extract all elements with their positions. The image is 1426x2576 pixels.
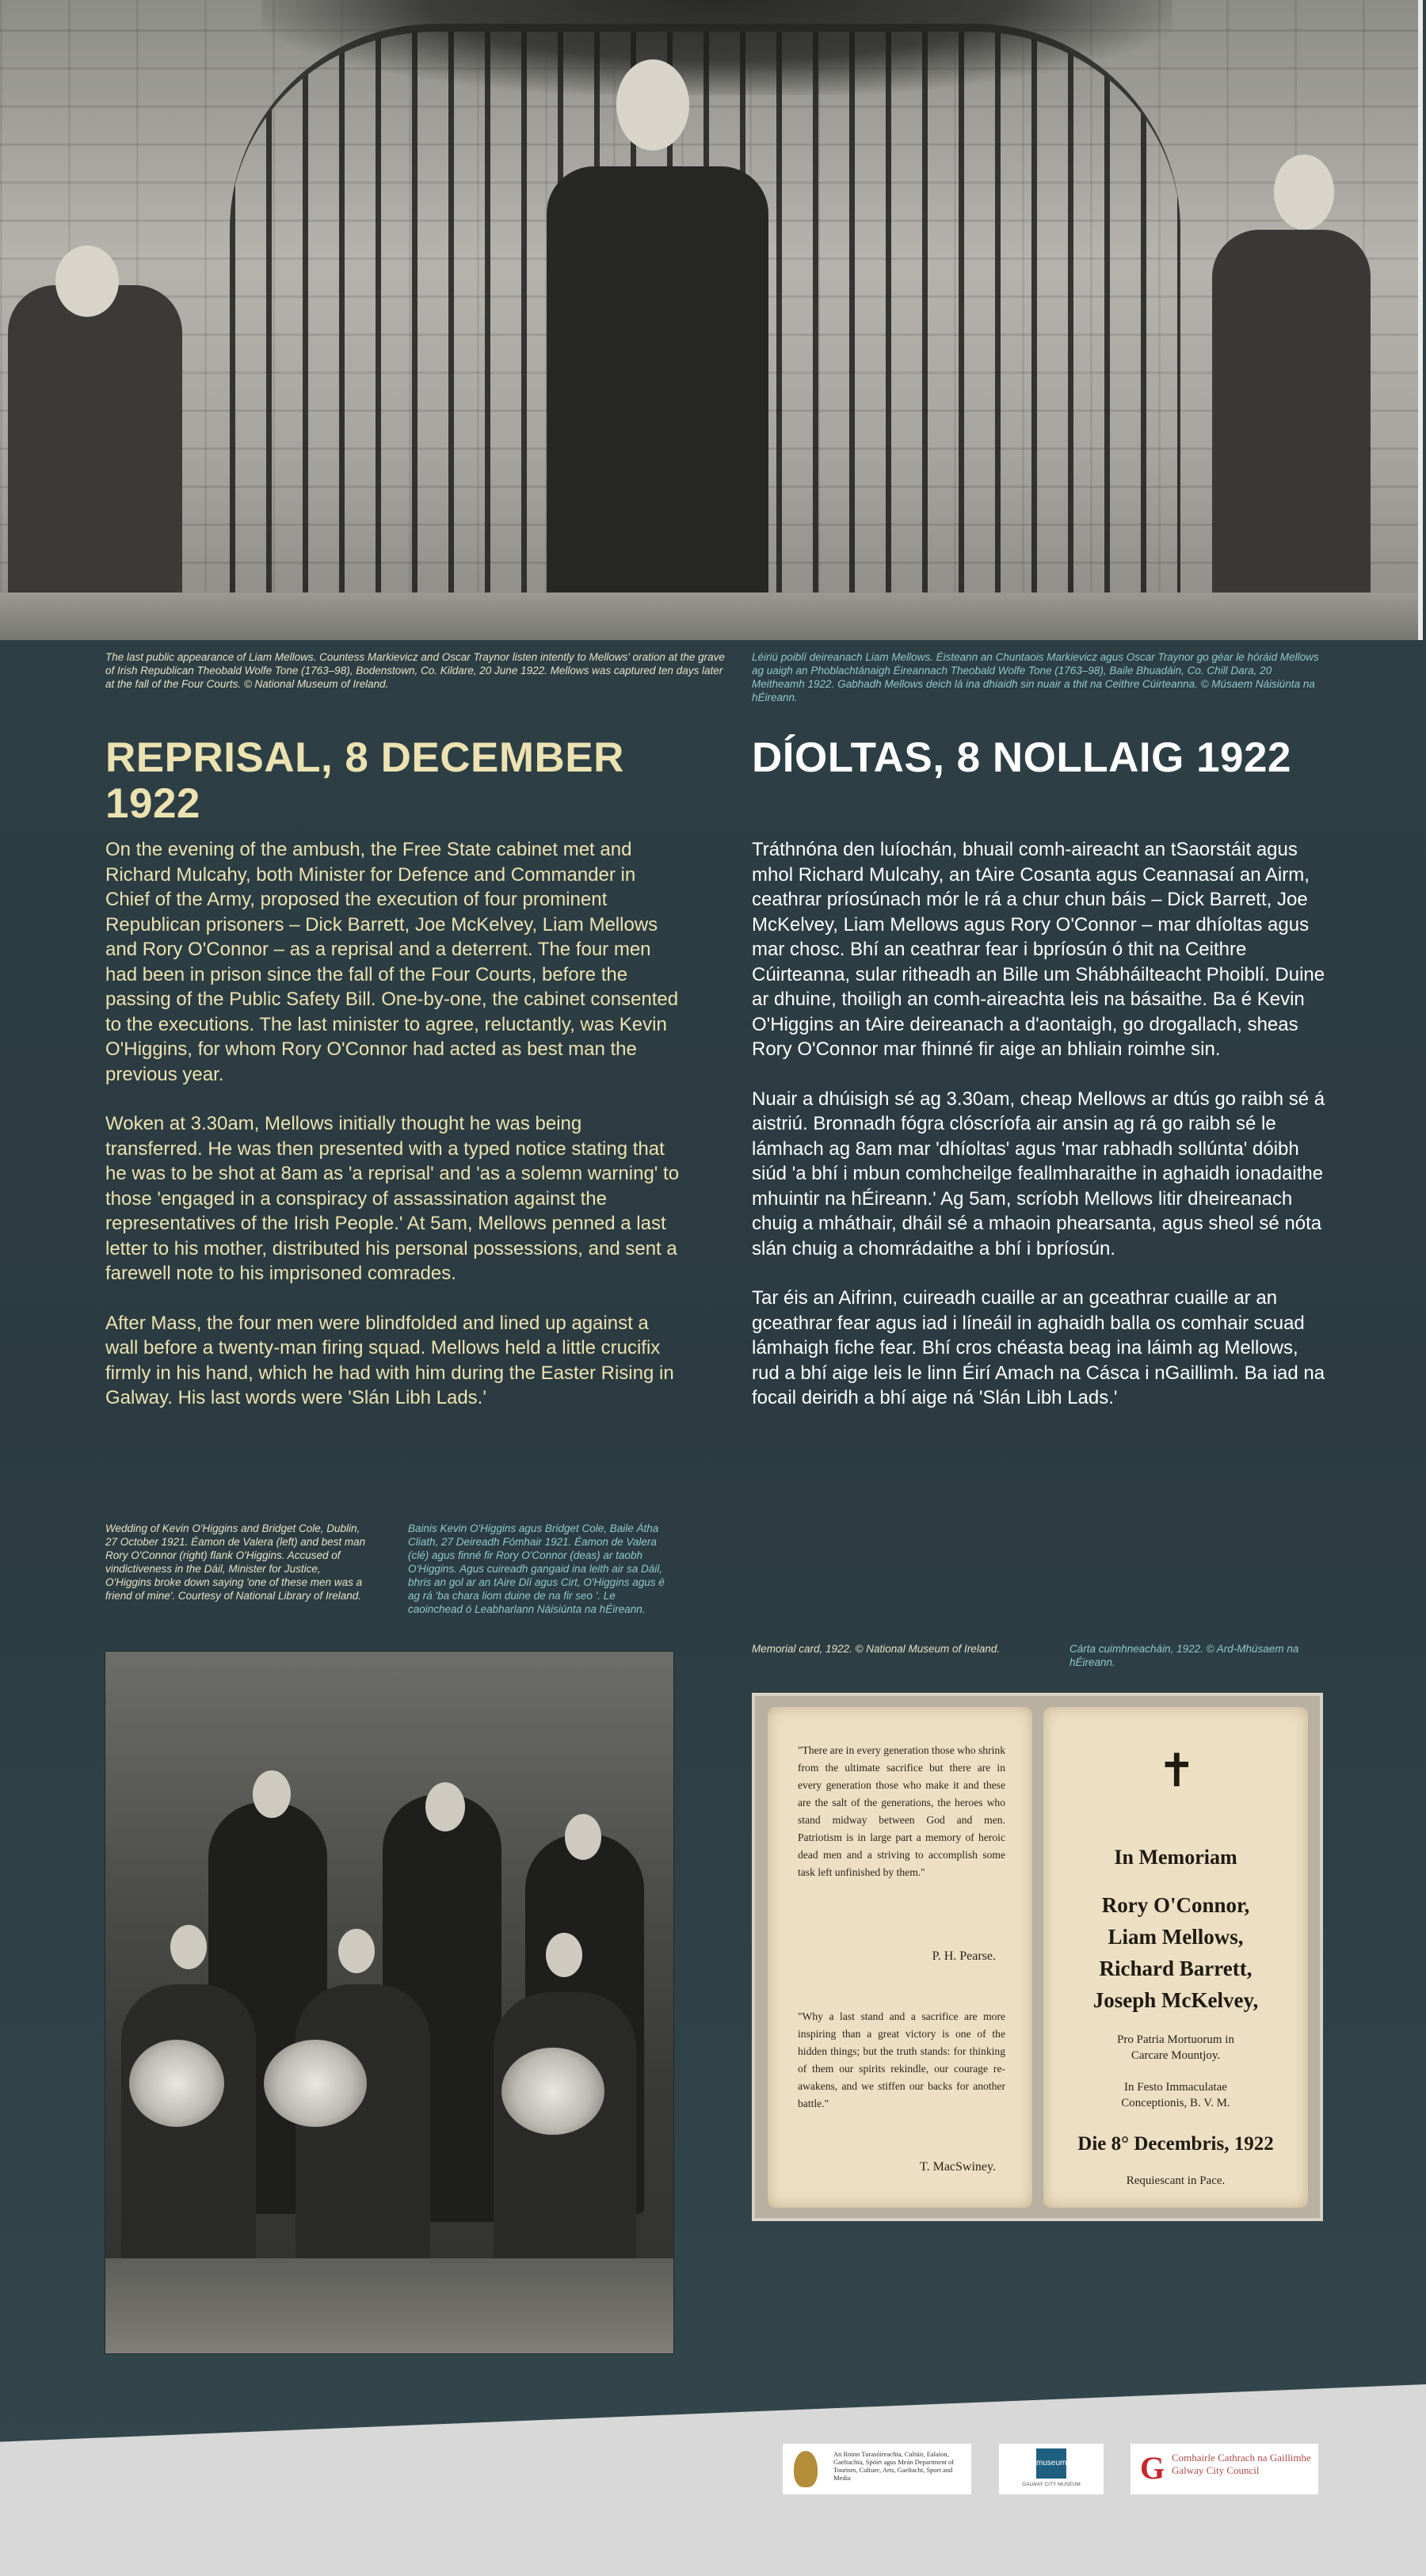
memorial-card — [752, 1693, 1323, 2221]
body-ga-paragraph: Nuair a dhúisigh sé ag 3.30am, cheap Mellows ar dtús go raibh sé á aistriú. Bronnadh fógra clóscríofa air ansin ag rá go raibh sé le lámhach ag 8am mar 'dhíoltas' agus 'mar rabhadh sollúnta' dóibh siúd 'a bhí i mbun comhcheilge feallmharaithe in aghaidh ionadaithe mhuintir na hÉireann.' Ag 5am, scríobh Mellows litir dheireanach chuig a mháthair, dháil sé a mhaoin phearsanta, agus sheol sé nóta slán chuig a chomrádaithe a bhí i bpríosún. — [752, 1088, 1325, 1259]
body-ga — [752, 837, 1330, 1435]
memorial-name: Joseph McKelvey, — [1092, 1988, 1259, 2012]
memorial-latin-2: In Festo Immaculatae Conceptionis, B. V. M. — [1121, 2081, 1230, 2109]
pearse-quote: "There are in every generation those who shrink from the ultimate sacrifice but there are in every generation those who make it and these are the salt of the generations, the heroes who stand midway between God and men. Patriotism is in large part a memory of heroic dead men and a striving to accomplish some task left unfinished by them." — [798, 1744, 1005, 1878]
mellows-bodenstown-photo — [0, 0, 1423, 640]
body-en — [105, 837, 684, 1435]
heading-ga: DÍOLTAS, 8 NOLLAIG 1922 — [752, 734, 1291, 781]
memorial-latin-1: Pro Patria Mortuorum in Carcare Mountjoy. — [1117, 2033, 1234, 2062]
in-memoriam-title: In Memoriam — [1114, 1846, 1237, 1869]
card-caption-en: Memorial card, 1922. © National Museum of Ireland. — [752, 1643, 1001, 1655]
macswiney-attribution: T. MacSwiney. — [920, 2160, 996, 2174]
macswiney-quote: "Why a last stand and a sacrifice are more inspiring than a great victory is one of the hidden things; but the truth stands: for thinking of them our spirits rekindle, our courage re-awakens, and we stiffen our backs for another battle." — [798, 2010, 1005, 2109]
top-photo-caption-ga: Léiriú poiblí deireanach Liam Mellows. Éisteann an Chuntaois Markievicz agus Oscar Traynor go géar le hóráid Mellows ag uaigh an Phoblachtánaigh Éireannach Theobald Wolfe Tone (1763–98), Baile Bhuadáin, Co. Chill Dara, 20 Meitheamh 1922. Gabhadh Mellows deich lá ina dhiaidh sin nuair a thit na Ceithre Cúirteanna. © Músaem Náisiúnta na hÉireann. — [752, 651, 1319, 703]
body-en-paragraph: Woken at 3.30am, Mellows initially thought he was being transferred. He was then presented with a typed notice stating that he was to be shot at 8am as 'a reprisal' and 'as a solemn warning' to those 'engaged in a conspiracy of assassination against the representatives of the Irish People.' At 5am, Mellows penned a last letter to his mother, distributed his personal possessions, and sent a farewell note to his imprisoned comrades. — [105, 1113, 680, 1284]
memorial-name: Richard Barrett, — [1099, 1957, 1253, 1980]
museum-mark-icon: museum — [1036, 2448, 1066, 2479]
bouquet — [501, 2048, 604, 2135]
wedding-caption-en: Wedding of Kevin O'Higgins and Bridget Cole, Dublin, 27 October 1921. Éamon de Valera (left) and best man Rory O'Connor (right) flank O'Higgins. Accused of vindictiveness in the Dáil, Minister for Justice, O'Higgins broke down saying 'one of these men was a friend of mine'. Courtesy of National Library of Ireland. — [105, 1522, 366, 1602]
pearse-attribution: P. H. Pearse. — [932, 1949, 996, 1963]
galway-city-museum-logo — [999, 2444, 1104, 2494]
top-photo-caption-en: The last public appearance of Liam Mellows. Countess Markievicz and Oscar Traynor listen intently to Mellows' oration at the grave of Irish Republican Theobald Wolfe Tone (1763–98), Bodenstown, Co. Kildare, 20 June 1922. Mellows was captured ten days later at the fall of the Four Courts. © National Museum of Ireland. — [105, 651, 725, 690]
memorial-requiescant: Requiescant in Pace. — [1126, 2174, 1226, 2187]
memorial-card-names — [1043, 1707, 1308, 2208]
museum-logo-text: GALWAY CITY MUSEUM — [1022, 2482, 1081, 2487]
body-ga-paragraph: Tar éis an Aifrinn, cuireadh cuaille ar an gceathrar cuaille ar an gceathrar fear agus iad i líneáil in aghaidh balla os comhair scuad lámhaigh fiche fear. Bhí cros chéasta beag ina láimh ag Mellows, rud a bhí aige leis le linn Éirí Amach na Cásca i nGaillimh. Ba iad na focail deiridh a bhí aige ná 'Slán Libh Lads.' — [752, 1287, 1325, 1408]
memorial-name: Rory O'Connor, — [1101, 1893, 1250, 1917]
wedding-caption-ga: Bainis Kevin O'Higgins agus Bridget Cole, Baile Átha Cliath, 27 Deireadh Fómhair 1921. Éamon de Valera (clé) agus finné fir Rory O'Connor (deas) ar taobh O'Higgins. Agus cuireadh gangaid ina leith air sa Dáil, bhris an gol ar an tAire Dlí agus Cirt, O'Higgins agus é ag rá 'ba chara liom duine de na fir seo '. Le caoinchead ó Leabharlann Náisiúnta na hÉireann. — [408, 1522, 665, 1615]
harp-icon — [794, 2451, 818, 2487]
memorial-card-quotes — [768, 1707, 1032, 2208]
traynor-figure — [1212, 230, 1371, 640]
department-logo-text: An Roinn Turasóireachta, Cultúir, Ealaíon, Gaeltachta, Spóirt agus Meán Department of Tourism, Culture, Arts, Gaeltacht, Sport and Media — [833, 2450, 955, 2482]
cross-icon: ✝ — [1157, 1743, 1196, 1797]
mellows-figure — [547, 166, 768, 640]
wedding-photo — [105, 1652, 673, 2353]
bouquet — [129, 2040, 224, 2127]
markievicz-figure — [8, 285, 182, 634]
body-en-paragraph: After Mass, the four men were blindfolded and lined up against a wall before a twenty-man firing squad. Mellows held a little crucifix firmly in his hand, which he had with him during the Easter Rising in Galway. His last words were 'Slán Libh Lads.' — [105, 1312, 674, 1408]
department-logo — [783, 2444, 971, 2494]
galway-city-council-logo — [1131, 2444, 1318, 2494]
council-g-icon: G — [1140, 2450, 1165, 2486]
memorial-name: Liam Mellows, — [1108, 1925, 1244, 1949]
card-caption-ga: Cárta cuimhneacháin, 1922. © Ard-Mhúsaem na hÉireann. — [1070, 1643, 1299, 1668]
council-logo-text: Comhairle Cathrach na Gaillimhe Galway City Council — [1172, 2452, 1311, 2476]
memorial-date: Die 8° Decembris, 1922 — [1077, 2133, 1274, 2155]
heading-en: REPRISAL, 8 DECEMBER 1922 — [105, 734, 624, 827]
body-ga-paragraph: Tráthnóna den luíochán, bhuail comh-aireacht an tSaorstáit agus mhol Richard Mulcahy, an tAire Cosanta agus Ceannasaí an Airm, ceathrar príosúnach mór le rá a chur chun báis – Dick Barrett, Joe McKelvey, Liam Mellows agus Rory O'Connor – mar dhíoltas agus mar chosc. Bhí an ceathrar fear i bpríosún ó thit na Ceithre Cúirteanna, sular ritheadh an Bille um Shábháilteacht Phoiblí. Duine ar dhuine, thoiligh an comh-aireachta leis na básaithe. Ba é Kevin O'Higgins an tAire deireanach a d'aontaigh, go drogallach, sheas Rory O'Connor mar fhinné fir aige an bhliain roimhe sin. — [752, 839, 1325, 1060]
body-en-paragraph: On the evening of the ambush, the Free State cabinet met and Richard Mulcahy, both Minister for Defence and Commander in Chief of the Army, proposed the execution of four prominent Republican prisoners – Dick Barrett, Joe McKelvey, Liam Mellows and Rory O'Connor – as a reprisal and a deterrent. The four men had been in prison since the fall of the Four Courts, before the passing of the Public Safety Bill. One-by-one, the cabinet consented to the executions. The last minister to agree, reluctantly, was Kevin O'Higgins, for whom Rory O'Connor had acted as best man the previous year. — [105, 839, 679, 1085]
bouquet — [264, 2040, 367, 2127]
